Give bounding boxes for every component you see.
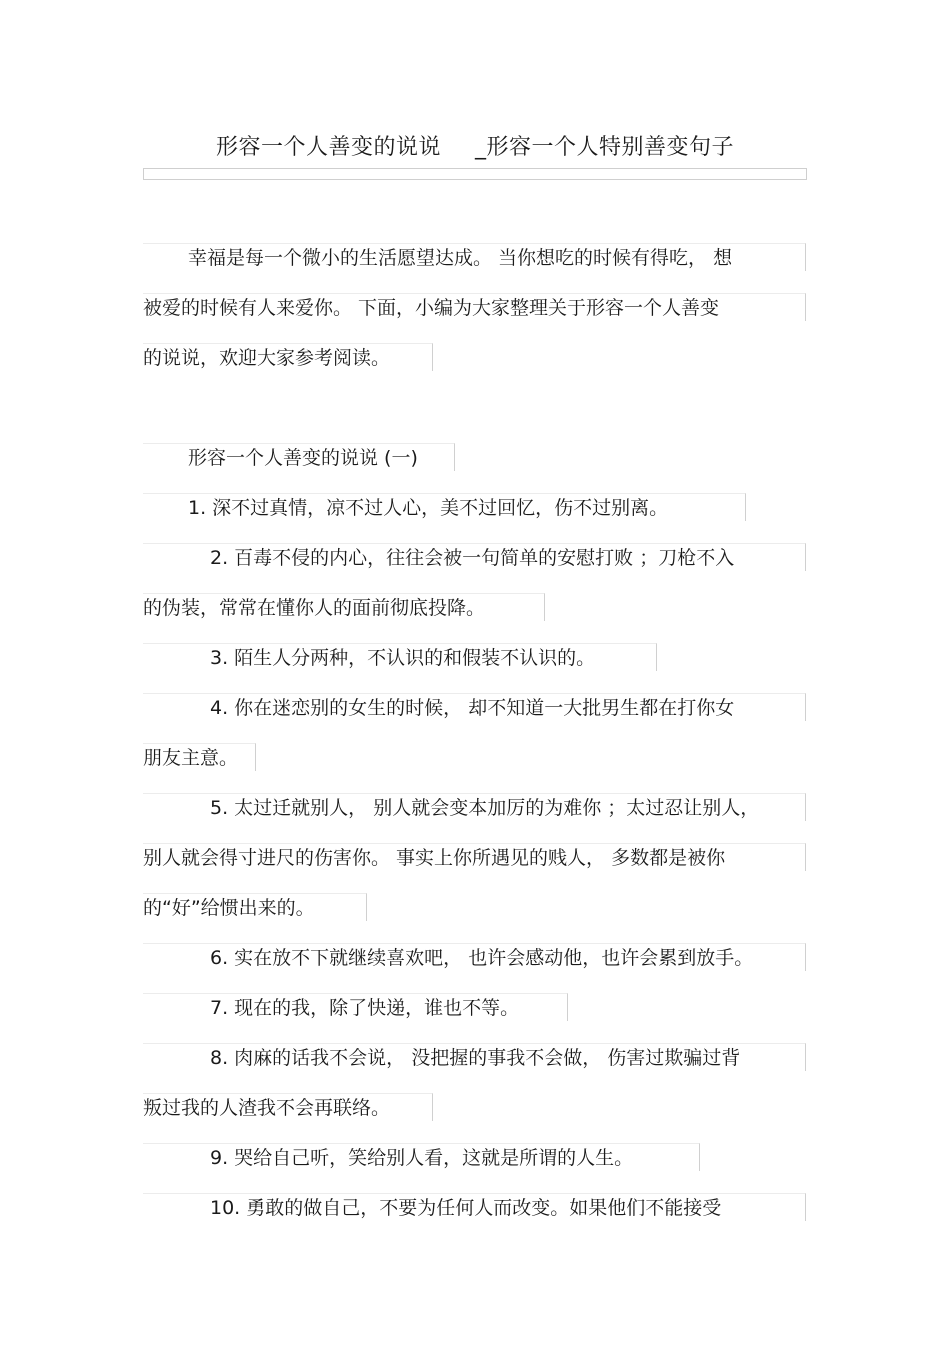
list-item: 9. 哭给自己听，笑给别人看，这就是所谓的人生。 [210,1147,634,1169]
list-item: 8. 肉麻的话我不会说， 没把握的事我不会做， 伤害过欺骗过背 [210,1047,741,1069]
title-rule [143,168,807,180]
list-item: 6. 实在放不下就继续喜欢吧， 也许会感动他，也许会累到放手。 [210,947,754,969]
list-item: 4. 你在迷恋别的女生的时候， 却不知道一大批男生都在打你女 [210,697,735,719]
list-item-continued: 的“好”给惯出来的。 [143,897,315,919]
list-item-continued: 朋友主意。 [143,747,239,769]
list-item: 10. 勇敢的做自己，不要为任何人而改变。如果他们不能接受 [210,1197,722,1219]
document-title [0,130,950,161]
list-item: 2. 百毒不侵的内心，往往会被一句简单的安慰打败 ；刀枪不入 [210,547,735,569]
intro-line-3: 的说说，欢迎大家参考阅读。 [143,347,391,369]
intro-line-1: 幸福是每一个微小的生活愿望达成。 当你想吃的时候有得吃， 想 [188,247,733,269]
section-heading: 形容一个人善变的说说 (一) [188,447,418,469]
list-item: 3. 陌生人分两种，不认识的和假装不认识的。 [210,647,596,669]
list-item: 5. 太过迁就别人， 别人就会变本加厉的为难你 ；太过忍让别人， [210,797,760,819]
title-sub: _形容一个人特别善变句子 [475,135,735,160]
list-item-continued: 叛过我的人渣我不会再联络。 [143,1097,391,1119]
intro-line-2: 被爱的时候有人来爱你。 下面，小编为大家整理关于形容一个人善变 [143,297,720,319]
list-item: 7. 现在的我，除了快递，谁也不等。 [210,997,520,1019]
list-item-continued: 别人就会得寸进尺的伤害你。 事实上你所遇见的贱人， 多数都是被你 [143,847,726,869]
title-main: 形容一个人善变的说说 [215,135,441,160]
list-item: 1. 深不过真情，凉不过人心，美不过回忆，伤不过别离。 [188,497,669,519]
list-item-continued: 的伪装，常常在懂你人的面前彻底投降。 [143,597,486,619]
